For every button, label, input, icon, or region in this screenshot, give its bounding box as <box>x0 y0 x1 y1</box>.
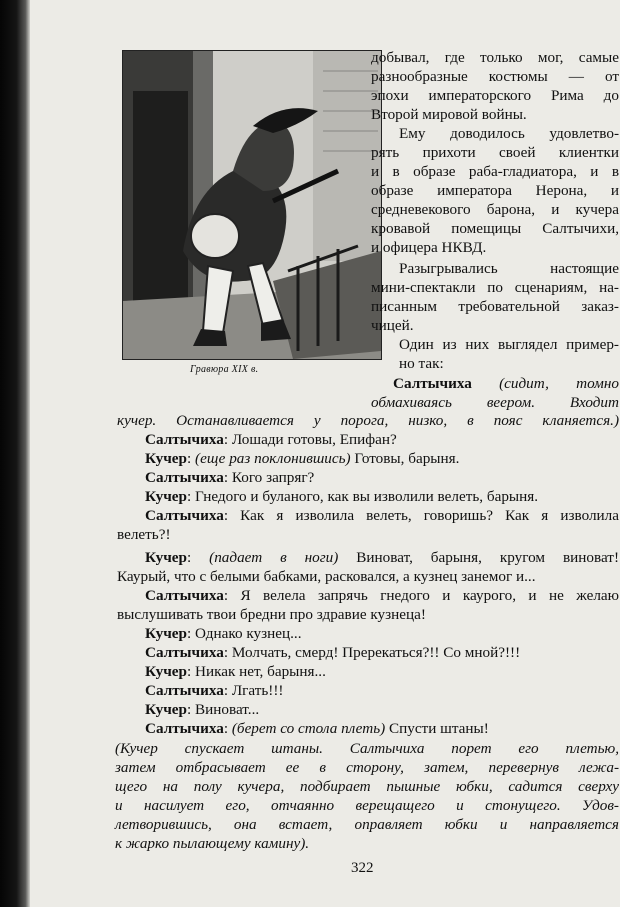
speaker-name: Салтычиха <box>145 682 224 699</box>
speaker-name: Кучер <box>145 663 187 680</box>
text-line: рять прихоти своей клиентки <box>371 144 619 161</box>
dialogue-line <box>145 507 619 525</box>
dialogue-line <box>145 663 326 681</box>
dialogue-line <box>145 469 314 487</box>
page-number: 322 <box>351 860 374 876</box>
speaker-name: Кучер <box>145 488 187 505</box>
stage-direction: (берет со стола плеть) <box>231 720 386 737</box>
line-text: : <box>223 720 232 737</box>
text-line: Разыгрывались настоящие <box>399 260 619 277</box>
dialogue-line <box>145 488 538 506</box>
text-line: эпохи императорского Рима до <box>371 87 619 104</box>
line-text: Виноват, барыня, кругом виноват! <box>338 549 619 566</box>
stage-direction-line: обмахиваясь веером. Входит <box>371 394 619 411</box>
speaker-name: Салтычиха <box>393 375 472 392</box>
dialogue-line <box>145 549 619 567</box>
text-line: добывал, где только мог, самые <box>371 49 619 66</box>
speaker-name: Кучер <box>145 625 187 642</box>
engraving-drawing <box>123 51 381 359</box>
dialogue-line <box>145 644 520 662</box>
text-line: и офицера НКВД. <box>371 239 487 256</box>
text-line: мини-спектакли по сценариям, на- <box>371 279 619 296</box>
speaker-name: Салтычиха <box>145 507 224 524</box>
dialogue-line <box>145 431 397 449</box>
line-text: : Лошади готовы, Епифан? <box>223 431 397 448</box>
line-text: : Как я изволила велеть, говоришь? Как я изволила <box>223 507 619 524</box>
speaker-name: Салтычиха <box>145 469 224 486</box>
line-text: : Однако кузнец... <box>186 625 302 642</box>
speaker-name: Салтычиха <box>145 720 224 737</box>
line-text: : Молчать, смерд! Пререкаться?!! Со мной?!!! <box>223 644 521 661</box>
speaker-name: Салтычиха <box>145 431 224 448</box>
text-line: средневекового барона, и кучера <box>371 201 619 218</box>
dialogue-line <box>145 701 259 719</box>
book-spine-shadow <box>0 0 30 907</box>
dialogue-line <box>145 587 619 605</box>
final-direction-line: (Кучер спускает штаны. Салтычиха порет его плетью, <box>115 740 619 757</box>
line-text: : Лгать!!! <box>223 682 284 699</box>
dialogue-line <box>145 720 489 738</box>
line-text: : <box>186 450 196 467</box>
line-text: : Я велела запрячь гнедого и каурого, и не желаю <box>223 587 619 604</box>
final-direction-line: к жарко пылающему камину). <box>115 835 310 852</box>
final-direction-line: летворившись, она встает, оправляет юбки и направляется <box>115 816 619 833</box>
speaker-name: Кучер <box>145 450 187 467</box>
final-direction-line: и насилует его, отчаянно верещащего и стонущего. Удов- <box>115 797 619 814</box>
final-direction-line: щего на полу кучера, подбирает пышные юбки, садится сверху <box>115 778 619 795</box>
dialogue-line: Каурый, что с белыми бабками, расковался, а кузнец занемог и... <box>117 568 536 585</box>
speaker-name: Кучер <box>145 549 187 566</box>
line-text: : Никак нет, барыня... <box>186 663 326 680</box>
book-page <box>30 0 620 907</box>
text-line: но так: <box>399 355 444 372</box>
stage-direction-line: кучер. Останавливается у порога, низко, в пояс кланяется.) <box>117 412 619 429</box>
line-text: Готовы, барыня. <box>350 450 460 467</box>
line-text: : Гнедого и буланого, как вы изволили велеть, барыня. <box>186 488 539 505</box>
text-line: чицей. <box>371 317 414 334</box>
dialogue-line <box>145 625 302 643</box>
dialogue-line <box>145 450 459 468</box>
final-direction-line: затем отбрасывает ее в сторону, затем, перевернув лежа- <box>115 759 619 776</box>
text-line: разнообразные костюмы — от <box>371 68 619 85</box>
speaker-name: Салтычиха <box>145 587 224 604</box>
speaker-name: Салтычиха <box>145 644 224 661</box>
text-line: Ему доводилось удовлетво- <box>399 125 619 142</box>
line-text: : Кого запряг? <box>223 469 315 486</box>
text-line: писанным требовательной заказ- <box>371 298 619 315</box>
speaker-name: Кучер <box>145 701 187 718</box>
figure-caption: Гравюра XIX в. <box>190 364 259 375</box>
line-text: : <box>186 549 210 566</box>
line-text: : Виноват... <box>186 701 260 718</box>
line-text: Спусти штаны! <box>385 720 489 737</box>
stage-direction-line <box>393 375 619 393</box>
text-line: Один из них выглядел пример- <box>399 336 619 353</box>
text-line: кровавой помещицы Салтычихи, <box>371 220 619 237</box>
text-line: Второй мировой войны. <box>371 106 527 123</box>
text-line: и в образе раба-гладиатора, и в <box>371 163 619 180</box>
stage-direction: (сидит, томно <box>499 375 619 392</box>
dialogue-line: велеть?! <box>117 526 171 543</box>
text-line: образе императора Нерона, и <box>371 182 619 199</box>
stage-direction: (еще раз поклонившись) <box>195 450 351 467</box>
dialogue-line <box>145 682 283 700</box>
dialogue-line: выслушивать твои бредни про здравие кузнеца! <box>117 606 426 623</box>
engraving-illustration <box>122 50 382 360</box>
stage-direction: (падает в ноги) <box>209 549 339 566</box>
